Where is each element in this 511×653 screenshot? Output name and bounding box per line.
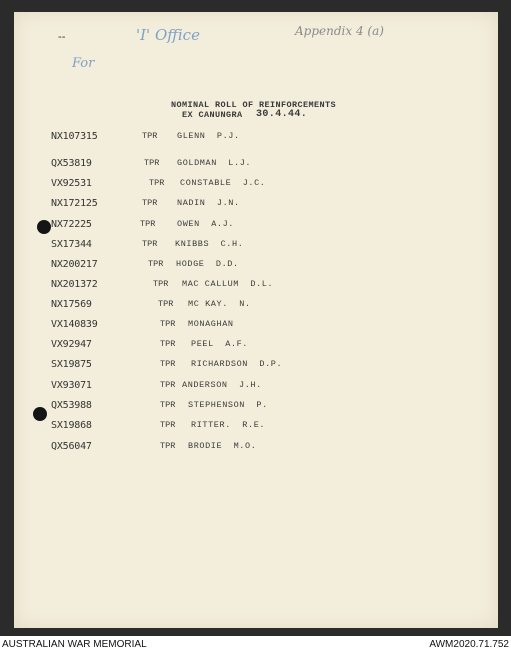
- roll-entry: [14, 359, 498, 373]
- document-subtitle: EX CANUNGRA: [182, 110, 243, 120]
- rank: TPR: [149, 178, 165, 188]
- rank: TPR: [160, 359, 176, 369]
- soldier-name: ANDERSON J.H.: [182, 380, 262, 390]
- service-number: VX93071: [51, 380, 92, 391]
- footer-credit: AUSTRALIAN WAR MEMORIAL: [2, 639, 147, 650]
- service-number: VX92531: [51, 178, 92, 189]
- service-number: NX107315: [51, 131, 98, 142]
- handwritten-dash: --: [58, 30, 66, 43]
- roll-entry: [14, 178, 498, 192]
- service-number: VX92947: [51, 339, 92, 350]
- roll-entry: [14, 339, 498, 353]
- rank: TPR: [160, 420, 176, 430]
- handwritten-for-note: For: [72, 56, 95, 71]
- rank: TPR: [148, 259, 164, 269]
- service-number: QX56047: [51, 441, 92, 452]
- soldier-name: HODGE D.D.: [176, 259, 239, 269]
- soldier-name: NADIN J.N.: [177, 198, 240, 208]
- service-number: QX53819: [51, 158, 92, 169]
- rank: TPR: [160, 339, 176, 349]
- service-number: NX72225: [51, 219, 92, 230]
- roll-entry: [14, 219, 498, 233]
- handwritten-office-note: 'I' Office: [136, 26, 200, 44]
- soldier-name: RICHARDSON D.P.: [191, 359, 283, 369]
- roll-entry: [14, 198, 498, 212]
- rank: TPR: [160, 319, 176, 329]
- service-number: NX172125: [51, 198, 98, 209]
- soldier-name: KNIBBS C.H.: [175, 239, 244, 249]
- footer-reference: AWM2020.71.752: [429, 639, 509, 650]
- roll-entry: [14, 239, 498, 253]
- soldier-name: RITTER. R.E.: [191, 420, 266, 430]
- roll-entry: [14, 158, 498, 172]
- rank: TPR: [144, 158, 160, 168]
- document-date: 30.4.44.: [256, 109, 308, 120]
- roll-entry: [14, 380, 498, 394]
- rank: TPR: [160, 441, 176, 451]
- service-number: SX17344: [51, 239, 92, 250]
- punch-hole-bottom: [33, 407, 47, 421]
- handwritten-appendix-label: Appendix 4 (a): [295, 24, 384, 38]
- soldier-name: CONSTABLE J.C.: [180, 178, 266, 188]
- service-number: NX201372: [51, 279, 98, 290]
- service-number: SX19875: [51, 359, 92, 370]
- roll-entry: [14, 131, 498, 145]
- soldier-name: GOLDMAN L.J.: [177, 158, 252, 168]
- service-number: VX140839: [51, 319, 98, 330]
- soldier-name: MONAGHAN: [188, 319, 234, 329]
- roll-entry: [14, 319, 498, 333]
- roll-entry: [14, 420, 498, 434]
- punch-hole-top: [37, 220, 51, 234]
- rank: TPR: [140, 219, 156, 229]
- document-title: NOMINAL ROLL OF REINFORCEMENTS: [171, 100, 337, 110]
- rank: TPR: [153, 279, 169, 289]
- roll-entry: [14, 400, 498, 414]
- service-number: NX200217: [51, 259, 98, 270]
- rank: TPR: [142, 198, 158, 208]
- soldier-name: MAC CALLUM D.L.: [182, 279, 274, 289]
- service-number: SX19868: [51, 420, 92, 431]
- roll-entry: [14, 441, 498, 455]
- soldier-name: MC KAY. N.: [188, 299, 251, 309]
- roll-entry: [14, 299, 498, 313]
- rank: TPR: [158, 299, 174, 309]
- service-number: NX17569: [51, 299, 92, 310]
- roll-entry: [14, 279, 498, 293]
- soldier-name: OWEN A.J.: [177, 219, 235, 229]
- rank: TPR: [142, 131, 158, 141]
- service-number: QX53988: [51, 400, 92, 411]
- soldier-name: PEEL A.F.: [191, 339, 249, 349]
- soldier-name: STEPHENSON P.: [188, 400, 268, 410]
- rank: TPR: [160, 400, 176, 410]
- roll-entry: [14, 259, 498, 273]
- soldier-name: GLENN P.J.: [177, 131, 240, 141]
- soldier-name: BRODIE M.O.: [188, 441, 257, 451]
- rank: TPR: [142, 239, 158, 249]
- rank: TPR: [160, 380, 176, 390]
- document-page: [14, 12, 498, 628]
